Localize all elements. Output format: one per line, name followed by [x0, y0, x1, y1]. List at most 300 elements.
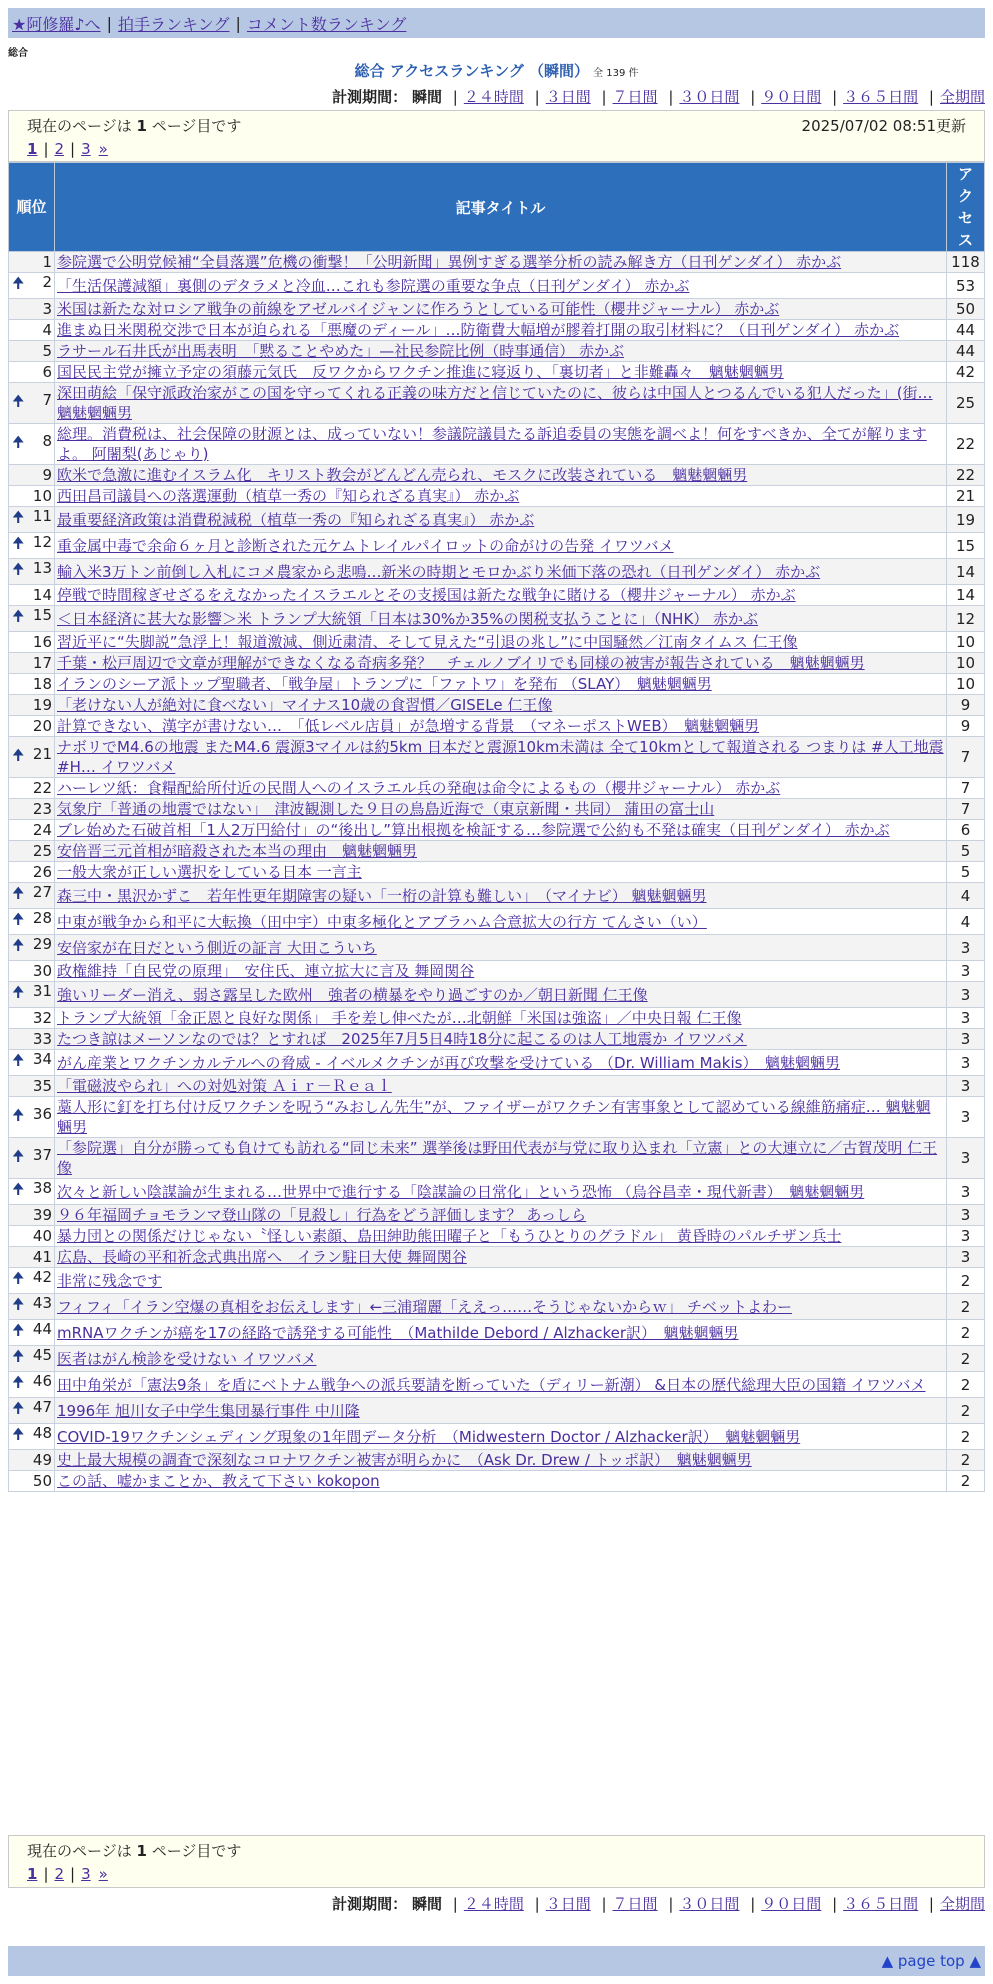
table-row [9, 674, 985, 695]
rank-cell [9, 585, 55, 606]
article-title-link[interactable]: 中東が戦争から和平に大転換（田中宇）中東多極化とアブラハム合意拡大の行方 てんさい（い） [57, 912, 707, 931]
article-title-link[interactable]: 田中角栄が「憲法9条」を盾にベトナム戦争への派兵要請を断っていた（ディリー新潮） &日本の歴代総理大臣の国籍 イワツバメ [57, 1375, 926, 1394]
updated-timestamp: 2025/07/02 08:51更新 [801, 116, 966, 135]
rank-cell [9, 320, 55, 341]
table-row [9, 1247, 985, 1268]
table-row [9, 362, 985, 383]
access-count: 3 [947, 982, 985, 1008]
title-cell [55, 1471, 947, 1492]
up-arrow-icon: 🠉 [12, 1347, 25, 1365]
title-cell [55, 1029, 947, 1050]
article-title-link[interactable]: ＜日本経済に甚大な影響＞米 トランプ大統領「日本は30%か35%の関税支払うことに」（NHK） 赤かぶ [57, 609, 759, 628]
rank-cell [9, 632, 55, 653]
rank-number: 27 [32, 883, 52, 901]
title-cell [55, 1226, 947, 1247]
table-row [9, 961, 985, 982]
nav-link-asyura[interactable]: ★阿修羅♪へ [12, 14, 101, 34]
title-cell [55, 961, 947, 982]
page-link-current[interactable]: 1 [27, 1865, 38, 1883]
rank-number: 7 [42, 390, 52, 409]
article-title-link[interactable]: フィフィ「イラン空爆の真相をお伝えします」←三浦瑠麗「ええっ……そうじゃないからｗ」 チベットよわー [57, 1297, 792, 1316]
title-cell [55, 424, 947, 465]
article-title-link[interactable]: 米国は新たな対ロシア戦争の前線をアゼルバイジャンに作ろうとしている可能性（櫻井ジャーナル） 赤かぶ [57, 300, 780, 318]
article-title-link[interactable]: 参院選で公明党候補“全員落選”危機の衝撃！「公明新聞」異例すぎる選挙分析の読み解き方（日刊ゲンダイ） 赤かぶ [57, 253, 842, 271]
rank-number: 41 [32, 1248, 52, 1266]
rank-cell [9, 424, 55, 465]
rank-number: 14 [32, 586, 52, 604]
title-cell [55, 1372, 947, 1398]
up-arrow-icon: 🠉 [12, 1146, 25, 1165]
article-title-link[interactable]: 一般大衆が正しい選択をしている日本 一言主 [57, 863, 362, 881]
rank-cell [9, 341, 55, 362]
access-count: 10 [947, 632, 985, 653]
up-arrow-icon: 🠉 [12, 391, 25, 410]
rank-cell [9, 935, 55, 961]
nav-separator: | [106, 13, 112, 33]
up-arrow-icon: 🠉 [12, 1373, 25, 1391]
title-cell [55, 1205, 947, 1226]
up-arrow-icon: 🠉 [12, 1105, 25, 1124]
table-row [9, 1179, 985, 1205]
access-count: 19 [947, 507, 985, 533]
nav-separator: | [235, 13, 241, 33]
access-count: 2 [947, 1450, 985, 1471]
article-title-link[interactable]: ナボリでM4.6の地震 またM4.6 震源3マイルは約5km 日本だと震源10km未満は 全て10kmとして報道される つまりは #人工地震 #H… イワツバメ [57, 738, 944, 776]
page-link-3[interactable]: 3 [81, 140, 91, 158]
rank-number: 34 [32, 1050, 52, 1068]
access-count: 15 [947, 533, 985, 559]
title-cell [55, 820, 947, 841]
article-title-link[interactable]: 暴力団との関係だけじゃない〝怪しい素顔、島田紳助熊田曜子と「もうひとりのグラドル」 黄昏時のパルチザン兵士 [57, 1227, 842, 1245]
title-cell [55, 799, 947, 820]
rank-cell [9, 961, 55, 982]
article-title-link[interactable]: たつき諒はメーソンなのでは？とすれば 2025年7月5日4時18分に起こるのは人工地震か イワツバメ [57, 1030, 747, 1048]
title-cell [55, 299, 947, 320]
rank-cell [9, 1138, 55, 1179]
period-label: 計測期間： [332, 88, 408, 106]
rank-number: 13 [32, 559, 52, 577]
col-access-header: アクセス [947, 163, 985, 252]
table-row [9, 1097, 985, 1138]
rank-cell [9, 841, 55, 862]
rank-cell [9, 862, 55, 883]
article-title-link[interactable]: 非常に残念です [57, 1271, 163, 1290]
up-arrow-icon: 🠉 [12, 560, 25, 578]
access-count: 14 [947, 585, 985, 606]
rank-cell [9, 1372, 55, 1398]
table-row [9, 559, 985, 585]
page-title [8, 60, 985, 81]
table-row [9, 1294, 985, 1320]
rank-number: 33 [32, 1030, 52, 1048]
rank-cell [9, 982, 55, 1008]
table-row [9, 507, 985, 533]
article-title-link[interactable]: 西田昌司議員への落選運動（植草一秀の『知られざる真実』） 赤かぶ [57, 487, 520, 505]
title-cell [55, 1138, 947, 1179]
article-title-link[interactable]: 安倍家が在日だという側近の証言 大田こういち [57, 938, 377, 957]
rank-number: 42 [32, 1268, 52, 1286]
rank-number: 32 [32, 1009, 52, 1027]
article-title-link[interactable]: 「老けない人が絶対に食べない」マイナス10歳の食習慣／GISELe 仁王像 [57, 696, 553, 714]
access-count: 2 [947, 1372, 985, 1398]
table-row [9, 982, 985, 1008]
table-row [9, 486, 985, 507]
rank-cell [9, 1226, 55, 1247]
up-arrow-icon: 🠉 [12, 910, 25, 928]
rank-cell [9, 1294, 55, 1320]
period-link-90d[interactable]: ９０日間 [761, 88, 822, 106]
rank-number: 30 [32, 962, 52, 980]
access-count: 7 [947, 778, 985, 799]
rank-cell [9, 606, 55, 632]
title-cell [55, 716, 947, 737]
ranking-table [8, 162, 985, 1492]
access-count: 4 [947, 909, 985, 935]
period-link-30d[interactable]: ３０日間 [679, 88, 740, 106]
table-row [9, 1372, 985, 1398]
rank-number: 40 [32, 1227, 52, 1245]
page-link-current[interactable]: 1 [27, 140, 38, 158]
rank-number: 46 [32, 1372, 52, 1390]
up-arrow-icon: 🠉 [12, 274, 25, 292]
access-count: 53 [947, 273, 985, 299]
rank-number: 47 [32, 1398, 52, 1416]
title-cell [55, 465, 947, 486]
article-title-link[interactable]: 計算できない、漢字が書けない… 「低レベル店員」が急増する背景 （マネーポストWEB） 魑魅魍魎男 [57, 717, 760, 735]
article-title-link[interactable]: 国民民主党が擁立予定の須藤元気氏 反ワクからワクチン推進に寝返り、「裏切者」と非難轟々 魑魅魍魎男 [57, 363, 784, 381]
title-cell [55, 383, 947, 424]
article-title-link[interactable]: COVID-19ワクチンシェディング現象の1年間データ分析 （Midwestern Doctor / Alzhacker訳） 魑魅魍魎男 [57, 1427, 801, 1446]
page-link-2[interactable]: 2 [54, 1865, 65, 1883]
rank-number: 49 [32, 1451, 52, 1469]
article-title-link[interactable]: 藁人形に釘を打ち付け反ワクチンを呪う“みおしん先生”が、ファイザーがワクチン有害事象として認めている線維筋痛症… 魑魅魍魎男 [57, 1098, 931, 1136]
access-count: 42 [947, 362, 985, 383]
article-title-link[interactable]: 重金属中毒で余命６ヶ月と診断された元ケムトレイルパイロットの命がけの告発 イワツバメ [57, 536, 674, 555]
total-count: 全 139 件 [593, 68, 639, 79]
rank-number: 23 [32, 800, 52, 818]
table-row [9, 1050, 985, 1076]
article-title-link[interactable]: がん産業とワクチンカルテルへの脅威 - イベルメクチンが再び攻撃を受けている （Dr. William Makis） 魑魅魍魎男 [57, 1053, 840, 1072]
table-row [9, 653, 985, 674]
rank-cell [9, 695, 55, 716]
up-arrow-icon: 🠉 [12, 534, 25, 552]
article-title-link[interactable]: トランプ大統領「金正恩と良好な関係」 手を差し伸べたが…北朝鮮「米国は強盗」／中央日報 仁王像 [57, 1009, 742, 1027]
rank-cell [9, 1247, 55, 1268]
table-row [9, 632, 985, 653]
page-title-text: 総合 アクセスランキング （瞬間） [354, 62, 590, 80]
access-count: 14 [947, 559, 985, 585]
title-cell [55, 1294, 947, 1320]
page-top-link[interactable]: ▲ page top ▲ [881, 1952, 981, 1970]
title-cell [55, 1050, 947, 1076]
rank-number: 28 [32, 909, 52, 927]
article-title-link[interactable]: 習近平に“失脚説”急浮上！報道激減、側近粛清、そして見えた“引退の兆し”に中国騒然／江南タイムス 仁王像 [57, 633, 798, 651]
article-title-link[interactable]: ブレ始めた石破首相「1人2万円給付」の“後出し”算出根拠を検証する…参院選で公約も不発は確実（日刊ゲンダイ） 赤かぶ [57, 821, 890, 839]
article-title-link[interactable]: 欧米で急激に進むイスラム化 キリスト教会がどんどん売られ、モスクに改装されている 魑魅魍魎男 [57, 466, 748, 484]
rank-number: 11 [32, 507, 52, 525]
title-cell [55, 1320, 947, 1346]
article-title-link[interactable]: 政権維持「自民党の原理」 安住氏、連立拡大に言及 舞岡関谷 [57, 962, 475, 980]
rank-number: 39 [32, 1206, 52, 1224]
article-title-link[interactable]: 森三中・黒沢かずこ 若年性更年期障害の疑い「一桁の計算も難しい」 （マイナビ） 魑魅魍魎男 [57, 886, 707, 905]
page-link-next[interactable]: » [98, 1865, 108, 1883]
title-cell [55, 695, 947, 716]
table-row [9, 862, 985, 883]
article-title-link[interactable]: 深田萌絵「保守派政治家がこの国を守ってくれる正義の味方だと信じていたのに、彼らは中国人とつるんでいる犯人だった」(街… 魑魅魍魎男 [57, 384, 933, 422]
col-title-header: 記事タイトル [55, 163, 947, 252]
rank-cell [9, 252, 55, 273]
rank-number: 29 [32, 935, 52, 953]
rank-number: 22 [32, 779, 52, 797]
page-info-top [8, 110, 985, 162]
period-link-30d[interactable]: ３０日間 [679, 1895, 740, 1913]
table-row [9, 606, 985, 632]
article-title-link[interactable]: 強いリーダー消え、弱さ露呈した欧州 強者の横暴をやり過ごすのか／朝日新聞 仁王像 [57, 985, 648, 1004]
period-link-365d[interactable]: ３６５日間 [843, 1895, 919, 1913]
rank-number: 12 [32, 533, 52, 551]
article-title-link[interactable]: 進まぬ日米関税交渉で日本が迫られる「悪魔のディール」…防衛費大幅増が膠着打開の取引材料に？（日刊ゲンダイ） 赤かぶ [57, 321, 900, 339]
table-row [9, 1138, 985, 1179]
up-arrow-icon: 🠉 [12, 983, 25, 1001]
title-cell [55, 486, 947, 507]
access-count: 2 [947, 1471, 985, 1492]
page-status: 現在のページは 1 ページ目です [27, 116, 242, 135]
access-count: 9 [947, 695, 985, 716]
period-link-all[interactable]: 全期間 [939, 1895, 985, 1913]
access-count: 2 [947, 1346, 985, 1372]
rank-cell [9, 299, 55, 320]
access-count: 3 [947, 1076, 985, 1097]
table-row [9, 1226, 985, 1247]
rank-cell [9, 1097, 55, 1138]
title-cell [55, 935, 947, 961]
title-cell [55, 862, 947, 883]
period-link-90d[interactable]: ９０日間 [761, 1895, 822, 1913]
title-cell [55, 1179, 947, 1205]
table-row [9, 1268, 985, 1294]
article-title-link[interactable]: 医者はがん検診を受けない イワツバメ [57, 1349, 317, 1368]
access-count: 2 [947, 1424, 985, 1450]
rank-cell [9, 1008, 55, 1029]
pagination-bottom: 1 | 2 | 3 » [27, 1865, 108, 1883]
rank-cell [9, 1346, 55, 1372]
rank-cell [9, 883, 55, 909]
access-count: 3 [947, 1029, 985, 1050]
access-count: 7 [947, 799, 985, 820]
period-link-24h[interactable]: ２４時間 [463, 88, 524, 106]
article-title-link[interactable]: 広島、長崎の平和祈念式典出席へ イラン駐日大使 舞岡関谷 [57, 1248, 467, 1266]
title-cell [55, 1346, 947, 1372]
article-title-link[interactable]: 史上最大規模の調査で深刻なコロナワクチン被害が明らかに （Ask Dr. Drew / トッポ訳） 魑魅魍魎男 [57, 1451, 752, 1469]
table-row [9, 1008, 985, 1029]
title-cell [55, 883, 947, 909]
title-cell [55, 1268, 947, 1294]
title-cell [55, 1097, 947, 1138]
table-row [9, 585, 985, 606]
article-title-link[interactable]: 1996年 旭川女子中学生集団暴行事件 中川隆 [57, 1401, 360, 1420]
rank-number: 9 [42, 466, 52, 484]
article-title-link[interactable]: 安倍晋三元首相が暗殺された本当の理由 魑魅魍魎男 [57, 842, 418, 860]
rank-cell [9, 799, 55, 820]
table-row [9, 320, 985, 341]
article-title-link[interactable]: ラサール石井氏が出馬表明 「黙ることやめた」—社民参院比例（時事通信） 赤かぶ [57, 342, 624, 360]
access-count: 3 [947, 1008, 985, 1029]
article-title-link[interactable]: 「生活保護減額」裏側のデタラメと冷血…これも参院選の重要な争点（日刊ゲンダイ） 赤かぶ [57, 276, 690, 295]
rank-number: 26 [32, 863, 52, 881]
access-count: 3 [947, 1226, 985, 1247]
col-rank-header: 順位 [9, 163, 55, 252]
period-link-7d[interactable]: ７日間 [612, 88, 658, 106]
rank-cell [9, 716, 55, 737]
article-title-link[interactable]: 最重要経済政策は消費税減税（植草一秀の『知られざる真実』） 赤かぶ [57, 510, 535, 529]
rank-number: 6 [42, 363, 52, 381]
title-cell [55, 252, 947, 273]
article-title-link[interactable]: ハーレツ紙：食糧配給所付近の民間人へのイスラエル兵の発砲は命令によるもの（櫻井ジャーナル） 赤かぶ [57, 779, 781, 797]
rank-number: 44 [32, 1320, 52, 1338]
access-count: 3 [947, 1179, 985, 1205]
article-title-link[interactable]: mRNAワクチンが癌を17の経路で誘発する可能性 （Mathilde Debord / Alzhacker訳） 魑魅魍魎男 [57, 1323, 739, 1342]
rank-cell [9, 653, 55, 674]
article-title-link[interactable]: 総理。消費税は、社会保障の財源とは、成っていない！参議院議員たる訴追委員の実態を調べよ！何をすべきか、全てが解りますよ。 阿闍梨(あじゃり) [57, 425, 927, 463]
access-count: 21 [947, 486, 985, 507]
rank-cell [9, 1424, 55, 1450]
title-cell [55, 1398, 947, 1424]
rank-number: 18 [32, 675, 52, 693]
period-link-24h[interactable]: ２４時間 [463, 1895, 524, 1913]
article-title-link[interactable]: 「電磁波やられ」への対処対策 Ａｉｒ－Ｒｅａｌ [57, 1077, 392, 1095]
page-link-next[interactable]: » [98, 140, 108, 158]
title-cell [55, 1247, 947, 1268]
title-cell [55, 1008, 947, 1029]
article-title-link[interactable]: 千葉・松戸周辺で文章が理解ができなくなる奇病多発？ チェルノブイリでも同様の被害が報告されている 魑魅魍魎男 [57, 654, 865, 672]
title-cell [55, 559, 947, 585]
table-row [9, 465, 985, 486]
table-row [9, 737, 985, 778]
rank-number: 1 [42, 253, 52, 271]
period-current: 瞬間 [411, 88, 442, 106]
access-count: 6 [947, 820, 985, 841]
access-count: 2 [947, 1320, 985, 1346]
table-row [9, 1398, 985, 1424]
article-title-link[interactable]: 「参院選」自分が勝っても負けても訪れる“同じ未来” 選挙後は野田代表が与党に取り込まれ「立憲」との大連立に／古賀茂明 仁王像 [57, 1139, 938, 1177]
period-current: 瞬間 [411, 1895, 442, 1913]
access-count: 7 [947, 737, 985, 778]
access-count: 25 [947, 383, 985, 424]
up-arrow-icon: 🠉 [12, 1425, 25, 1443]
page-info-bottom [8, 1835, 985, 1888]
table-row [9, 695, 985, 716]
access-count: 44 [947, 341, 985, 362]
up-arrow-icon: 🠉 [12, 1269, 25, 1287]
rank-cell [9, 1205, 55, 1226]
rank-number: 2 [42, 273, 52, 291]
table-row [9, 1450, 985, 1471]
rank-number: 31 [32, 982, 52, 1000]
access-count: 2 [947, 1294, 985, 1320]
page-link-2[interactable]: 2 [54, 140, 65, 158]
access-count: 9 [947, 716, 985, 737]
access-count: 50 [947, 299, 985, 320]
nav-link-applause-ranking[interactable]: 拍手ランキング [117, 14, 230, 34]
up-arrow-icon: 🠉 [12, 745, 25, 764]
title-cell [55, 341, 947, 362]
rank-number: 37 [32, 1145, 52, 1164]
rank-cell [9, 674, 55, 695]
table-row [9, 799, 985, 820]
up-arrow-icon: 🠉 [12, 432, 25, 451]
title-cell [55, 273, 947, 299]
access-count: 5 [947, 862, 985, 883]
article-title-link[interactable]: 次々と新しい陰謀論が生まれる…世界中で進行する「陰謀論の日常化」という恐怖 （烏谷昌幸・現代新書） 魑魅魍魎男 [57, 1182, 865, 1201]
access-count: 10 [947, 674, 985, 695]
rank-cell [9, 1076, 55, 1097]
title-cell [55, 982, 947, 1008]
access-count: 2 [947, 1268, 985, 1294]
article-title-link[interactable]: イランのシーア派トップ聖職者、「戦争屋」トランプに「ファトワ」を発布 （SLAY） 魑魅魍魎男 [57, 675, 712, 693]
rank-number: 15 [32, 606, 52, 624]
title-cell [55, 909, 947, 935]
table-row [9, 533, 985, 559]
period-link-3d[interactable]: ３日間 [545, 1895, 591, 1913]
rank-cell [9, 820, 55, 841]
table-row [9, 778, 985, 799]
rank-cell [9, 533, 55, 559]
rank-number: 25 [32, 842, 52, 860]
article-title-link[interactable]: 気象庁「普通の地震ではない」 津波観測した９日の鳥島近海で（東京新聞・共同） 蒲田の富士山 [57, 800, 715, 818]
table-row [9, 883, 985, 909]
up-arrow-icon: 🠉 [12, 1051, 25, 1069]
rank-cell [9, 1450, 55, 1471]
article-title-link[interactable]: ９６年福岡チョモランマ登山隊の「見殺し」行為をどう評価します？ あっしら [57, 1206, 587, 1224]
table-row [9, 424, 985, 465]
up-arrow-icon: 🠉 [12, 1399, 25, 1417]
table-row [9, 252, 985, 273]
access-count: 118 [947, 252, 985, 273]
period-link-365d[interactable]: ３６５日間 [843, 88, 919, 106]
table-row [9, 1320, 985, 1346]
access-count: 3 [947, 1247, 985, 1268]
title-cell [55, 632, 947, 653]
rank-cell [9, 1029, 55, 1050]
period-link-3d[interactable]: ３日間 [545, 88, 591, 106]
rank-cell [9, 362, 55, 383]
nav-link-comment-ranking[interactable]: コメント数ランキング [246, 14, 407, 34]
article-title-link[interactable]: 輸入米3万トン前倒し入札にコメ農家から悲鳴…新米の時期とモロかぶり米価下落の恐れ（日刊ゲンダイ） 赤かぶ [57, 562, 821, 581]
period-link-7d[interactable]: ７日間 [612, 1895, 658, 1913]
title-cell [55, 1424, 947, 1450]
article-title-link[interactable]: この話、嘘かまことか、教えて下さい kokopon [57, 1472, 380, 1490]
access-count: 4 [947, 883, 985, 909]
table-row [9, 299, 985, 320]
table-row [9, 716, 985, 737]
rank-number: 43 [32, 1294, 52, 1312]
access-count: 3 [947, 961, 985, 982]
access-count: 3 [947, 935, 985, 961]
title-cell [55, 1076, 947, 1097]
access-count: 12 [947, 606, 985, 632]
rank-number: 21 [32, 744, 52, 763]
rank-number: 48 [32, 1424, 52, 1442]
period-link-all[interactable]: 全期間 [939, 88, 985, 106]
page-link-3[interactable]: 3 [81, 1865, 91, 1883]
table-row [9, 935, 985, 961]
title-cell [55, 674, 947, 695]
rank-number: 10 [32, 487, 52, 505]
rank-number: 24 [32, 821, 52, 839]
access-count: 3 [947, 1138, 985, 1179]
rank-cell [9, 1050, 55, 1076]
article-title-link[interactable]: 停戦で時間稼ぎせざるをえなかったイスラエルとその支援国は新たな戦争に賭ける（櫻井ジャーナル） 赤かぶ [57, 586, 796, 604]
